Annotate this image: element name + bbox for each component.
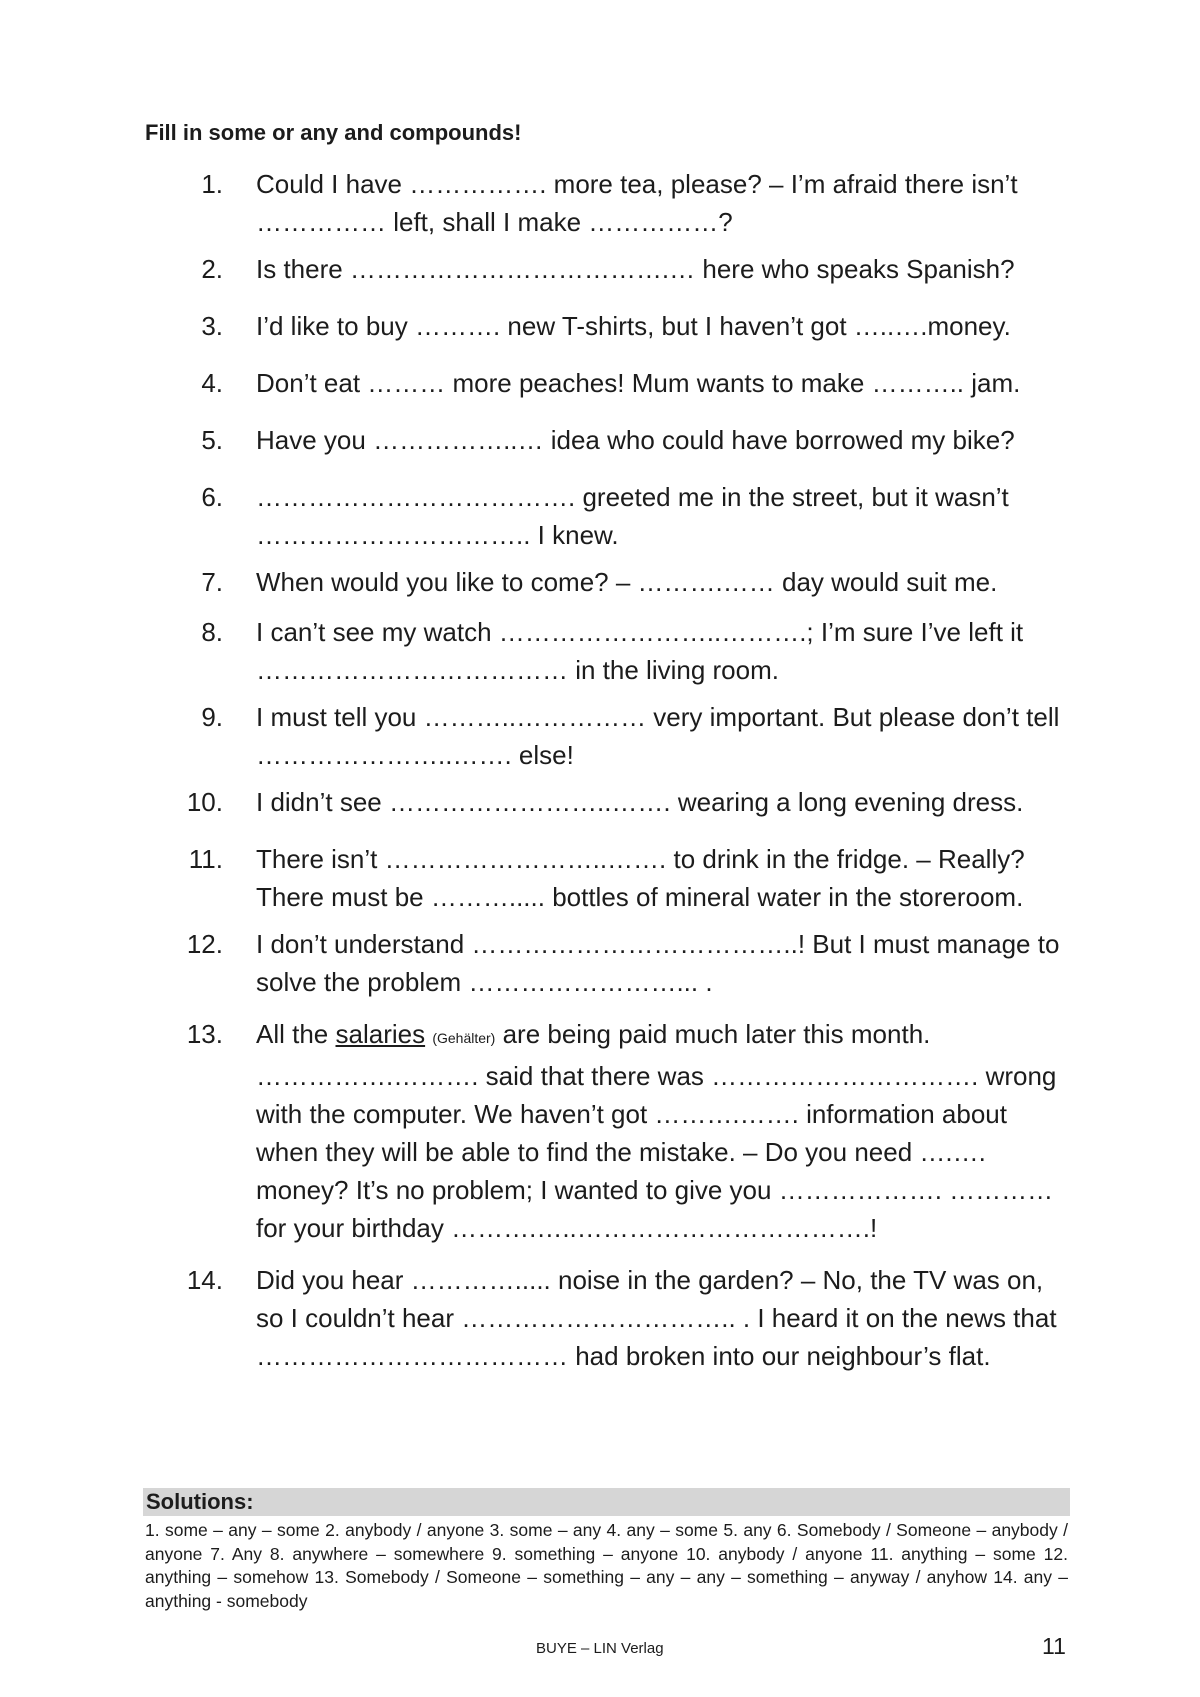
exercise-title: Fill in some or any and compounds! <box>145 120 522 145</box>
exercise-item-3 <box>145 307 1065 345</box>
item-text-rest: are being paid much later this month. …………….………. said that there was …………………………. wrong with the computer. We haven’t got ……….……. information about when they will be able to find the mistake. – Do you need ….…. money? It’s no problem; I wanted to give you ………………. ………… for your birthday ……….…..…………………………….! <box>256 1019 1057 1243</box>
exercise-item-10 <box>145 783 1065 821</box>
item-text: Is there ……………………………….… here who speaks Spanish? <box>256 254 1015 284</box>
item-number: 7. <box>201 567 223 597</box>
item-number: 8. <box>201 617 223 647</box>
exercise-item-2 <box>145 250 1065 288</box>
item-text: I didn’t see ……………………..……. wearing a long evening dress. <box>256 787 1024 817</box>
item-number: 9. <box>201 702 223 732</box>
item-text <box>256 1015 1065 1247</box>
item-text-start: All the <box>256 1019 336 1049</box>
item-number: 12. <box>186 929 223 959</box>
item-text: Have you ……………..… idea who could have borrowed my bike? <box>256 425 1015 455</box>
item-text: Could I have ……………. more tea, please? – I’m afraid there isn’t …………… left, shall I make ……………? <box>256 169 1018 237</box>
item-text: I must tell you ………..…………… very important. But please don’t tell …………………..……. else! <box>256 702 1060 770</box>
item-number: 3. <box>201 311 223 341</box>
item-number: 2. <box>201 254 223 284</box>
exercise-item-4 <box>145 364 1065 402</box>
item-text: I don’t understand ………………………………..! But I must manage to solve the problem ……………………... . <box>256 929 1060 997</box>
page-number: 11 <box>1042 1633 1066 1659</box>
exercise-item-14 <box>145 1261 1065 1375</box>
exercise-item-9 <box>145 698 1065 774</box>
item-number: 14. <box>186 1265 223 1295</box>
item-number: 1. <box>201 169 223 199</box>
item-text: ………………………………. greeted me in the street, but it wasn’t ………………………….. I knew. <box>256 482 1009 550</box>
item-number: 6. <box>201 482 223 512</box>
item-text: There isn’t ……………………..……. to drink in the fridge. – Really? There must be ………..... bottles of mineral water in the storeroom. <box>256 844 1025 912</box>
exercise-item-7 <box>145 563 1065 601</box>
item-number: 4. <box>201 368 223 398</box>
publisher-footer: BUYE – LIN Verlag <box>536 1640 664 1657</box>
item-text: Did you hear …………..... noise in the garden? – No, the TV was on, so I couldn’t hear ………………………….. . I heard it on the news that ……………………………… had broken into our neighbour’s flat. <box>256 1265 1057 1371</box>
solutions-heading: Solutions: <box>143 1488 1070 1516</box>
exercise-item-1 <box>145 165 1065 241</box>
exercise-list <box>145 165 1065 1375</box>
item-text: When would you like to come? – ……….…… day would suit me. <box>256 567 998 597</box>
item-number: 11. <box>188 844 223 874</box>
underlined-word: salaries <box>335 1019 426 1049</box>
exercise-item-6 <box>145 478 1065 554</box>
exercise-item-13 <box>145 1015 1065 1247</box>
exercise-item-5 <box>145 421 1065 459</box>
item-number: 13. <box>186 1019 223 1049</box>
translation-note: (Gehälter) <box>432 1030 496 1046</box>
item-number: 5. <box>201 425 223 455</box>
item-text: Don’t eat ……… more peaches! Mum wants to make ……….. jam. <box>256 368 1021 398</box>
exercise-item-8 <box>145 613 1065 689</box>
exercise-item-12 <box>145 925 1065 1001</box>
solutions-text: 1. some – any – some 2. anybody / anyone 3. some – any 4. any – some 5. any 6. Somebody / Someone – anybody / anyone 7. Any 8. anywhere – somewhere 9. something – anyone 10. anybody / anyone 11. anything – some 12. anything – somehow 13. Somebody / Someone – something – any – any – something – anyway / anyhow 14. any – anything - somebody <box>145 1520 1068 1611</box>
exercise-item-11 <box>145 840 1065 916</box>
item-text: I’d like to buy ………. new T-shirts, but I haven’t got …..….money. <box>256 311 1011 341</box>
item-number: 10. <box>186 787 223 817</box>
item-text: I can’t see my watch ……………………..……….; I’m sure I’ve left it ……………………………… in the living room. <box>256 617 1024 685</box>
